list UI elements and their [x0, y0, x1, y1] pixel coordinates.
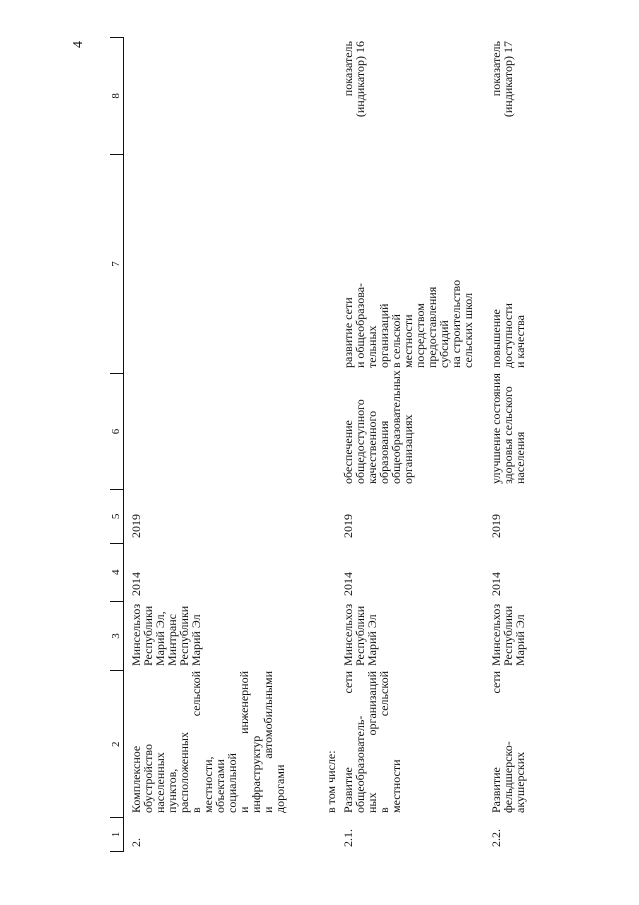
text-line: предоставления — [425, 286, 439, 368]
text-line: сельских школ — [461, 292, 475, 368]
column-number-7: 7 — [110, 154, 123, 373]
text-line: (индикатор) 16 — [353, 41, 367, 118]
row-number: 2.2. — [489, 829, 503, 847]
text-line: здоровья сельского — [501, 386, 515, 484]
executor — [130, 601, 286, 671]
text-line: организациях — [401, 414, 415, 484]
text-line: расположенных — [177, 732, 191, 813]
expected-result — [130, 373, 286, 489]
text-line: общеобразовательных — [389, 370, 403, 484]
column-number-8: 8 — [110, 93, 122, 99]
subheader-row — [325, 37, 337, 852]
text-line: дорогами — [273, 764, 287, 813]
text-line: и автомобильными — [261, 671, 275, 813]
column-number-5: 5 — [110, 489, 123, 543]
text-line: Республики — [501, 605, 515, 666]
end-year: 2019 — [129, 514, 143, 538]
executor — [490, 601, 526, 671]
text-line: объектами — [213, 759, 227, 813]
text-line: Республики — [141, 605, 155, 666]
measure-name — [130, 671, 286, 818]
text-line: Марий Эл — [365, 614, 379, 666]
text-line: повышение — [489, 309, 503, 368]
text-line: Марий Эл — [513, 614, 527, 666]
expected-result — [341, 370, 474, 489]
table-row — [490, 37, 526, 852]
indicator — [130, 37, 286, 153]
text-line: местности, — [201, 756, 215, 813]
executor — [342, 601, 474, 671]
text-line: социальной — [225, 753, 239, 813]
indicator — [490, 37, 526, 153]
indicator-link — [130, 153, 286, 373]
text-line: акушерских — [513, 751, 527, 813]
text-line: показатель — [341, 41, 355, 97]
header-rule — [123, 37, 124, 852]
start-year: 2014 — [129, 572, 143, 596]
text-line: общеобразователь- — [353, 715, 367, 813]
text-line: Минтранс — [165, 614, 179, 666]
text-line: Минсельхоз — [341, 603, 355, 666]
column-number-3: 3 — [110, 601, 123, 671]
measure-name — [342, 671, 474, 818]
text-line: обеспечение — [341, 420, 355, 484]
end-year: 2019 — [489, 514, 503, 538]
table-row — [130, 37, 286, 852]
text-line: (индикатор) 17 — [501, 41, 515, 118]
start-year: 2014 — [341, 572, 355, 596]
indicator — [342, 37, 474, 153]
text-line: и инженерной — [237, 671, 251, 813]
row-number: 2. — [129, 838, 143, 847]
column-number-2: 2 — [110, 670, 123, 817]
measure-name — [490, 671, 526, 818]
text-line: Республики — [353, 605, 367, 666]
indicator-link — [342, 153, 474, 373]
text-line: Развитие сети — [489, 671, 503, 813]
text-line: инфраструктур — [249, 735, 263, 813]
text-line: образования — [377, 420, 391, 484]
text-line: местности — [401, 314, 415, 368]
indicator-link — [490, 153, 526, 373]
text-line: развитие сети — [341, 297, 355, 368]
column-number-4: 4 — [110, 543, 123, 601]
text-line: обустройство — [141, 744, 155, 813]
end-year: 2019 — [341, 514, 355, 538]
column-number-1: 1 — [110, 817, 123, 851]
text-line: на строительство — [449, 279, 463, 368]
text-line: доступности — [501, 303, 515, 368]
text-line: организаций — [377, 303, 391, 368]
text-line: в сельской — [389, 314, 403, 368]
text-line: Комплексное — [129, 745, 143, 813]
table-header-row — [110, 37, 123, 852]
text-line: Республики — [177, 605, 191, 666]
text-line: улучшение состояния — [489, 373, 503, 484]
text-line: населенных — [153, 752, 167, 813]
text-line: фельдшерско- — [501, 741, 515, 813]
table-row — [342, 37, 474, 852]
row-number: 2.1. — [341, 829, 355, 847]
text-line: Развитие сети — [341, 671, 355, 813]
start-year: 2014 — [489, 572, 503, 596]
text-line: посредством — [413, 303, 427, 368]
text-line: качественного — [365, 410, 379, 484]
text-line: Марий Эл — [189, 614, 203, 666]
text-line: в сельской — [189, 671, 203, 813]
page-number: 4 — [71, 41, 86, 48]
text-line: населения — [513, 431, 527, 484]
text-line: и качества — [513, 315, 527, 368]
text-line: Минсельхоз — [489, 603, 503, 666]
column-number-6: 6 — [110, 373, 123, 489]
text-line: Минсельхоз — [129, 603, 143, 666]
text-line: Марий Эл, — [153, 611, 167, 666]
text-line: общедоступного — [353, 399, 367, 484]
text-line: пунктов, — [165, 768, 179, 813]
text-line: местности — [389, 759, 403, 813]
text-line: показатель — [489, 41, 503, 97]
text-line: и общеобразова- — [353, 282, 367, 368]
text-line: в сельской — [377, 671, 391, 813]
subheader-label: в том числе: — [324, 750, 338, 813]
text-line: тельных — [365, 325, 379, 368]
text-line: субсидий — [437, 320, 451, 368]
text-line: ных организаций — [365, 671, 379, 813]
program-table — [110, 37, 622, 852]
expected-result — [490, 373, 526, 489]
